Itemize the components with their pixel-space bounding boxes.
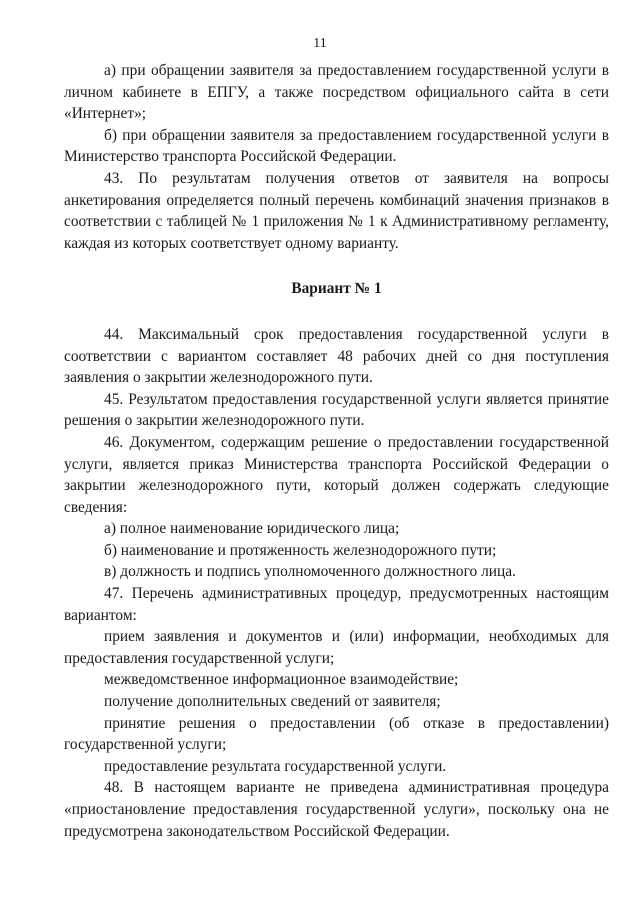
paragraph-46: 46. Документом, содержащим решение о предоставлении государственной услуги, является приказ Министерства транспорта Российской Федерации о закрытии железнодорожного пути, который должен содержать следующие сведения:: [64, 433, 609, 516]
paragraph-48: 48. В настоящем варианте не приведена административная процедура «приостановление предоставления государственной услуги», поскольку она не предусмотрена законодательством Российской Федерации.: [64, 779, 609, 840]
procedure-item-1: прием заявления и документов и (или) информации, необходимых для предоставления государственной услуги;: [64, 628, 609, 667]
page-number: 11: [313, 36, 327, 51]
paragraph-43: 43. По результатам получения ответов от заявителя на вопросы анкетирования определяется полный перечень комбинаций значения признаков в соответствии с таблицей № 1 приложения № 1 к Административному регламенту, каждая из которых соответствует одному варианту.: [64, 169, 609, 252]
paragraph-item-a: а) при обращении заявителя за предоставлением государственной услуги в личном кабинете в ЕПГУ, а также посредством официального сайта в сети «Интернет»;: [64, 62, 609, 123]
list-item-46b: б) наименование и протяженность железнодорожного пути;: [104, 541, 497, 559]
paragraph-47: 47. Перечень административных процедур, предусмотренных настоящим вариантом:: [64, 585, 609, 624]
paragraph-44: 44. Максимальный срок предоставления государственной услуги в соответствии с вариантом составляет 48 рабочих дней со дня поступления заявления о закрытии железнодорожного пути.: [64, 325, 609, 387]
procedure-item-5: предоставление результата государственной услуги.: [104, 757, 447, 775]
document-body: [64, 60, 609, 842]
section-heading: Вариант № 1: [291, 280, 382, 298]
procedure-item-2: межведомственное информационное взаимодействие;: [104, 671, 459, 689]
procedure-item-4: принятие решения о предоставлении (об отказе в предоставлении) государственной услуги;: [64, 714, 609, 754]
list-item-46a: а) полное наименование юридического лица;: [104, 520, 400, 538]
paragraph-item-b: б) при обращении заявителя за предоставлением государственной услуги в Министерство транспорта Российской Федерации.: [64, 126, 609, 166]
paragraph-45: 45. Результатом предоставления государственной услуги является принятие решения о закрытии железнодорожного пути.: [64, 390, 609, 430]
list-item-46c: в) должность и подпись уполномоченного должностного лица.: [104, 563, 516, 581]
procedure-item-3: получение дополнительных сведений от заявителя;: [104, 693, 441, 711]
